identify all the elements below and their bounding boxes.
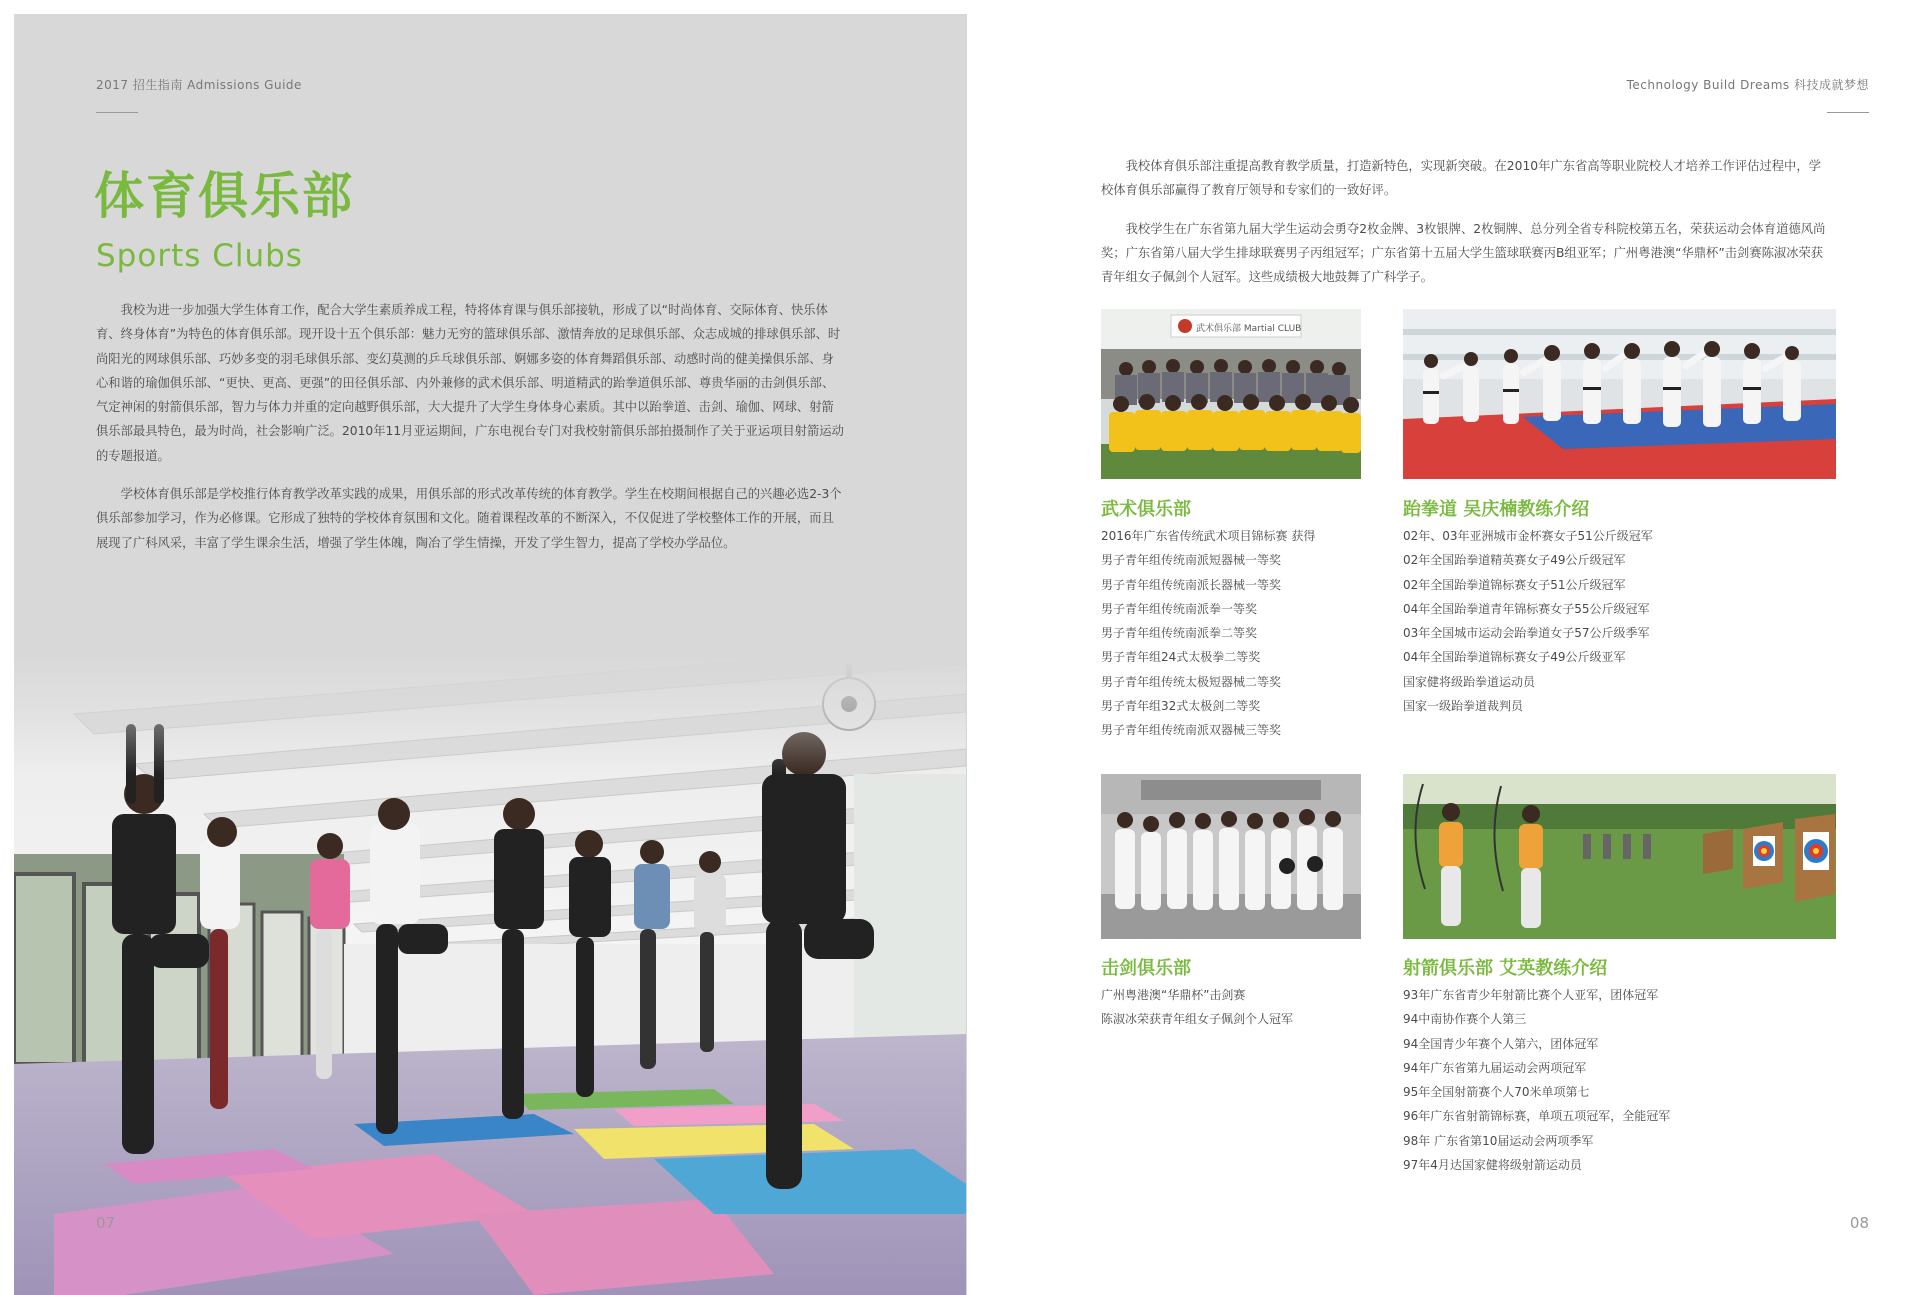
taekwondo-awards-list [1403,524,1653,718]
header-rule [1827,112,1869,113]
fencing-awards-list [1101,983,1293,1032]
list-item: 男子青年组24式太极拳二等奖 [1101,650,1261,665]
achievements-paragraph: 我校学生在广东省第九届大学生运动会勇夺2枚金牌、3枚银牌、2枚铜牌、总分列全省专科院校第五名，荣获运动会体育道德风尚奖；广东省第八届大学生排球联赛男子丙组冠军；广东省第十五届大学生篮球联赛丙B组亚军；广州粤港澳“华鼎杯”击剑赛陈淑冰荣获青年组女子佩剑个人冠军。这些成绩极大地鼓舞了广科学子。 [1101,221,1826,285]
list-item: 03年全国城市运动会跆拳道女子57公斤级季军 [1403,626,1650,641]
list-item: 国家一级跆拳道裁判员 [1403,699,1524,714]
list-item: 男子青年组传统南派拳二等奖 [1101,626,1258,641]
list-item: 02年全国跆拳道锦标赛女子51公斤级冠军 [1403,577,1626,592]
page-title-english: Sports Clubs [96,238,303,274]
taekwondo-club-photo [1403,309,1836,479]
achievements-text [1101,154,1826,303]
list-item: 02年全国跆拳道精英赛女子49公斤级冠军 [1403,553,1626,568]
list-item: 男子青年组传统南派长器械一等奖 [1101,577,1282,592]
list-item: 94全国青少年赛个人第六，团体冠军 [1403,1036,1599,1051]
achievements-paragraph: 我校体育俱乐部注重提高教育教学质量，打造新特色，实现新突破。在2010年广东省高等职业院校人才培养工作评估过程中，学校体育俱乐部赢得了教育厅领导和专家们的一致好评。 [1101,159,1821,198]
list-item: 男子青年组32式太极剑二等奖 [1101,699,1261,714]
left-running-header: 2017 招生指南 Admissions Guide [96,78,302,92]
left-page [14,14,966,1295]
right-page [966,14,1920,1295]
intro-paragraph: 我校为进一步加强大学生体育工作，配合大学生素质养成工程，特将体育课与俱乐部接轨，形成了以“时尚体育、交际体育、快乐体育、终身体育”为特色的体育俱乐部。现开设十五个俱乐部：魅力无穷的篮球俱乐部、激情奔放的足球俱乐部、众志成城的排球俱乐部、时尚阳光的网球俱乐部、巧妙多变的羽毛球俱乐部、变幻莫测的乒乓球俱乐部、婀娜多姿的体育舞蹈俱乐部、动感时尚的健美操俱乐部、身心和谐的瑜伽俱乐部、“更快、更高、更强”的田径俱乐部、内外兼修的武术俱乐部、明道精武的跆拳道俱乐部、尊贵华丽的击剑俱乐部、气定神闲的射箭俱乐部，智力与体力并重的定向越野俱乐部，大大提升了大学生身体身心素质。其中以跆拳道、击剑、瑜伽、网球、射箭俱乐部最具特色，最为时尚，社会影响广泛。2010年11月亚运期间，广东电视台专门对我校射箭俱乐部拍摄制作了关于亚运项目射箭运动的专题报道。 [96,303,844,463]
archery-club-title: 射箭俱乐部 艾英教练介绍 [1403,958,1608,979]
taekwondo-club-title: 跆拳道 吴庆楠教练介绍 [1403,499,1590,520]
wushu-awards-list [1101,524,1315,743]
page-title-chinese: 体育俱乐部 [94,167,354,225]
list-item: 98年 广东省第10届运动会两项季军 [1403,1133,1594,1148]
list-item: 男子青年组传统太极短器械二等奖 [1101,674,1282,689]
list-item: 广州粤港澳“华鼎杯”击剑赛 [1101,988,1246,1002]
wushu-club-sign: 武术俱乐部 Martial CLUB [1196,324,1302,334]
list-item: 男子青年组传统南派拳一等奖 [1101,601,1258,616]
wushu-club-title: 武术俱乐部 [1101,499,1191,520]
list-item: 2016年广东省传统武术项目锦标赛 获得 [1101,529,1316,543]
fencing-club-photo [1101,774,1361,939]
header-rule [96,112,138,113]
right-running-header: Technology Build Dreams 科技成就梦想 [1626,78,1869,92]
yoga-club-photo [14,654,966,1295]
list-item: 男子青年组传统南派双器械三等奖 [1101,723,1282,738]
list-item: 94中南协作赛个人第三 [1403,1012,1527,1027]
archery-club-photo [1403,774,1836,939]
list-item: 02年、03年亚洲城市金杯赛女子51公斤级冠军 [1403,529,1653,543]
list-item: 93年广东省青少年射箭比赛个人亚军，团体冠军 [1403,988,1659,1002]
list-item: 94年广东省第九届运动会两项冠军 [1403,1060,1587,1075]
list-item: 97年4月达国家健将级射箭运动员 [1403,1158,1582,1173]
fencing-club-title: 击剑俱乐部 [1101,958,1191,979]
list-item: 04年全国跆拳道青年锦标赛女子55公斤级冠军 [1403,601,1650,616]
intro-text [96,298,846,569]
list-item: 国家健将级跆拳道运动员 [1403,674,1536,689]
list-item: 04年全国跆拳道锦标赛女子49公斤级亚军 [1403,650,1626,665]
archery-awards-list [1403,983,1670,1177]
list-item: 男子青年组传统南派短器械一等奖 [1101,553,1282,568]
list-item: 陈淑冰荣获青年组女子佩剑个人冠军 [1101,1012,1294,1027]
intro-paragraph: 学校体育俱乐部是学校推行体育教学改革实践的成果，用俱乐部的形式改革传统的体育教学。学生在校期间根据自己的兴趣必选2-3个俱乐部参加学习，作为必修课。它形成了独特的学校体育氛围和文化。随着课程改革的不断深入，不仅促进了学校整体工作的开展，而且展现了广科风采，丰富了学生课余生活，增强了学生体魄，陶冶了学生情操，开发了学生智力，提高了学校办学品位。 [96,487,842,550]
list-item: 96年广东省射箭锦标赛，单项五项冠军，全能冠军 [1403,1109,1671,1124]
photo-top-fade [14,654,966,774]
page-number: 07 [96,1214,116,1232]
page-number: 08 [1849,1214,1869,1232]
list-item: 95年全国射箭赛个人70米单项第七 [1403,1085,1590,1100]
wushu-club-photo [1101,309,1361,479]
